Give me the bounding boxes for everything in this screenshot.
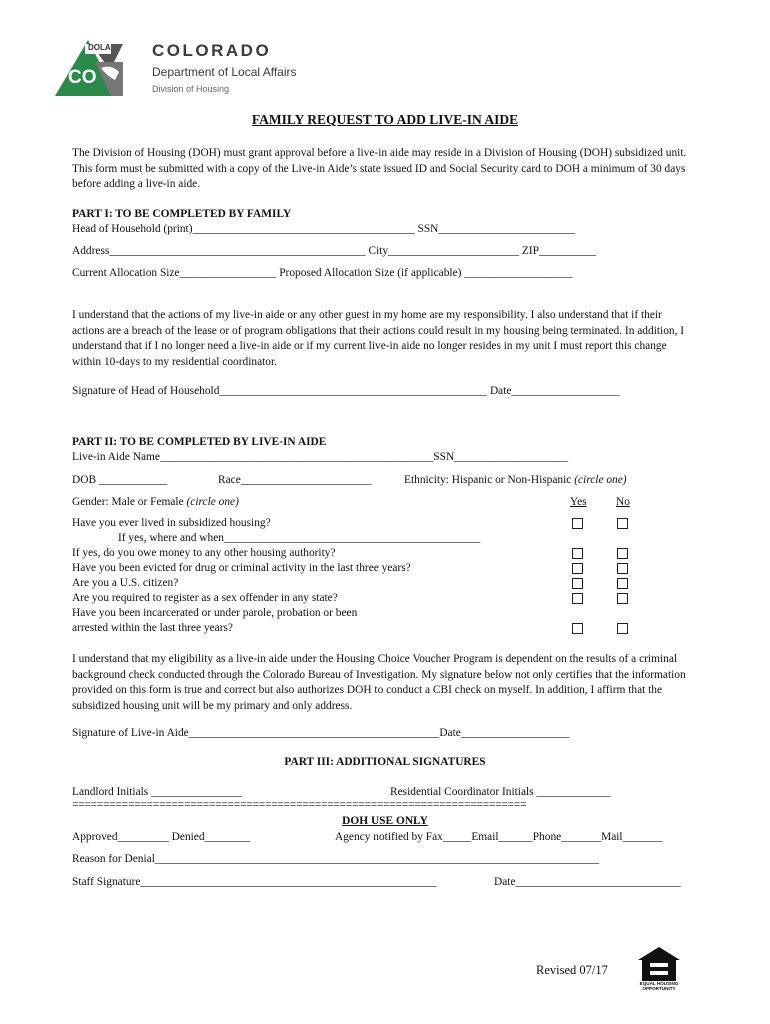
part2-statement: I understand that my eligibility as a live-in aide under the Housing Choice Voucher Program is dependent on the results of a criminal background check conducted through the Colorado Bureau of Investigation. My signature below not only certifies that the information provided on this form is true and correct but also authorizes DOH to conduct a CBI check on myself. In addition, I affirm that the subsidized housing unit will be my primary and only address. [72,653,686,712]
allocation-size-field[interactable]: Current Allocation Size_________________ Proposed Allocation Size (if applicable) ___________________ [72,267,573,279]
yes-checkbox-evicted[interactable] [572,563,583,574]
reason-for-denial-field[interactable]: Reason for Denial______________________________________________________________________________ [72,853,600,865]
question-incarcerated: Have you been incarcerated or under parole, probation or been [72,607,358,619]
equal-housing-logo [636,946,682,992]
logo-department: Department of Local Affairs [152,65,297,79]
race-field[interactable]: Race_______________________ [218,474,372,486]
ethnicity-label: Ethnicity: Hispanic or Non-Hispanic [404,474,575,486]
no-column-header: No [616,496,630,508]
aide-name-field[interactable]: Live-in Aide Name________________________________________________SSN____________________ [72,451,569,463]
part1-heading: PART I: TO BE COMPLETED BY FAMILY [72,208,292,220]
landlord-initials-field[interactable]: Landlord Initials ________________ [72,786,243,798]
revised-date: Revised 07/17 [536,963,608,977]
staff-signature-field[interactable]: Staff Signature____________________________________________________ [72,876,437,888]
head-of-household-field[interactable]: Head of Household (print)_______________________________________ SSN________________________ [72,223,576,235]
coordinator-initials-field[interactable] [390,786,611,798]
co-badge-text: CO [68,67,97,88]
logo-colorado: COLORADO [152,41,272,60]
address-field[interactable]: Address_____________________________________________ City_______________________ ZIP__________ [72,245,596,257]
question-owe-money: If yes, do you owe money to any other housing authority? [72,547,336,559]
question-citizen: Are you a U.S. citizen? [72,577,179,589]
staff-date-field[interactable]: Date_____________________________ [494,876,681,888]
question-subsidized: Have you ever lived in subsidized housing? [72,517,271,529]
doh-use-only-heading: DOH USE ONLY [342,815,428,827]
dola-badge-top-text: DOLA [88,43,111,52]
head-signature-field[interactable]: Signature of Head of Household_______________________________________________ Date___________________ [72,385,620,397]
part2-heading: PART II: TO BE COMPLETED BY LIVE-IN AIDE [72,436,327,448]
approved-denied-field[interactable]: Approved_________ Denied________ [72,831,251,843]
intro-paragraph: The Division of Housing (DOH) must grant approval before a live-in aide may reside in a Division of Housing (DOH) subsidized unit. This form must be submitted with a copy of the Live-in Aide’s state issued ID and Social Security card to DOH a minimum of 30 days before adding a live-in aide. [72,147,687,190]
yes-column-header: Yes [570,496,587,508]
dob-field[interactable]: DOB ____________ [72,474,168,486]
agency-notified-field[interactable]: Agency notified by Fax_____Email______Phone_______Mail_______ [335,831,663,843]
no-checkbox-sex-offender[interactable] [617,593,628,604]
part1-statement: I understand that the actions of my live-in aide or any other guest in my home are my responsibility. I also understand that if their actions are a breach of the lease or of program obligations that their actions could result in my housing being terminated. In addition, I understand that if I no longer need a live-in aide or if my current live-in aide no longer resides in my unit I must report this change within 10-days to my residential coordinator. [72,309,685,368]
equal-housing-icon [636,946,682,982]
aide-signature-field[interactable]: Signature of Live-in Aide____________________________________________Date___________________ [72,727,570,739]
gender-note: (circle one) [186,496,239,508]
question-sex-offender: Are you required to register as a sex offender in any state? [72,592,338,604]
yes-checkbox-incarcerated[interactable] [572,623,583,634]
coordinator-initials-line: _____________ [536,786,611,798]
question-evicted: Have you been evicted for drug or criminal activity in the last three years? [72,562,411,574]
question-incarcerated-cont: arrested within the last three years? [72,622,233,634]
logo-division: Division of Housing [152,84,230,94]
separator-line: ========================================================================= [72,799,527,811]
no-checkbox-incarcerated[interactable] [617,623,628,634]
no-checkbox-evicted[interactable] [617,563,628,574]
ethnicity-note: (circle one) [574,474,627,486]
dola-logo [55,38,315,100]
equal-housing-caption: EQUAL HOUSING OPPORTUNITY [639,981,679,991]
yes-checkbox-citizen[interactable] [572,578,583,589]
gender-label: Gender: Male or Female [72,496,187,508]
form-title: FAMILY REQUEST TO ADD LIVE-IN AIDE [251,112,519,127]
ethnicity-field[interactable] [404,474,627,486]
no-checkbox-owe-money[interactable] [617,548,628,559]
coordinator-initials-label: Residential Coordinator Initials [390,786,537,798]
question-where-when[interactable]: If yes, where and when_____________________________________________ [118,532,481,544]
part3-heading: PART III: ADDITIONAL SIGNATURES [284,756,486,768]
yes-checkbox-owe-money[interactable] [572,548,583,559]
no-checkbox-subsidized[interactable] [617,518,628,529]
yes-checkbox-subsidized[interactable] [572,518,583,529]
gender-field[interactable] [72,496,239,508]
yes-checkbox-sex-offender[interactable] [572,593,583,604]
no-checkbox-citizen[interactable] [617,578,628,589]
